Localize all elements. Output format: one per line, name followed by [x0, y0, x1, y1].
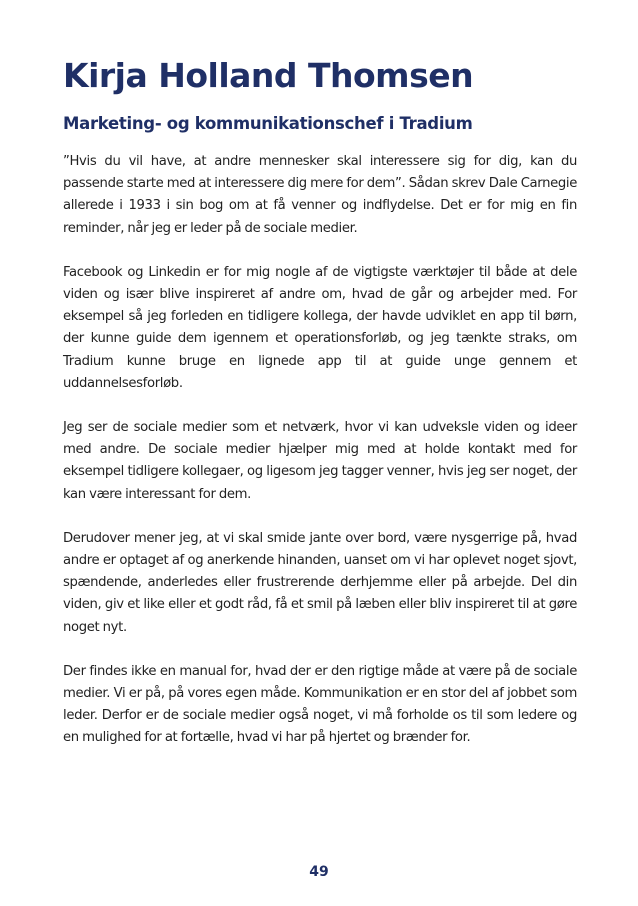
paragraph-1: ”Hvis du vil have, at andre mennesker skal interessere sig for dig, kan du passende starte med at interessere dig mere for dem”. Sådan skrev Dale Carnegie allerede i 1933 i sin bog om at få venner og indflydelse. Det er for mig en fin reminder, når jeg er leder på de sociale medier.: [63, 154, 577, 236]
paragraph-4: Derudover mener jeg, at vi skal smide jante over bord, være nysgerrige på, hvad andre er optaget af og anerkende hinanden, uanset om vi har oplevet noget sjovt, spændende, anderledes eller frustrerende derhjemme eller på arbejde. Del din viden, giv et like eller et godt råd, få et smil på læben eller bliv inspireret til at gøre noget nyt.: [63, 530, 577, 635]
page-title: Kirja Holland Thomsen: [63, 56, 474, 95]
paragraph-5: Der findes ikke en manual for, hvad der er den rigtige måde at være på de sociale medier. Vi er på, på vores egen måde. Kommunikation er en stor del af jobbet som leder. Derfor er de sociale medier også noget, vi må forholde os til som ledere og en mulighed for at fortælle, hvad vi har på hjertet og brænder for.: [63, 663, 577, 746]
page-number: 49: [309, 864, 329, 880]
paragraph-3: Jeg ser de sociale medier som et netværk, hvor vi kan udveksle viden og ideer med andre. De sociale medier hjælper mig med at holde kontakt med for eksempel tidligere kollegaer, og ligesom jeg tagger venner, hvis jeg ser noget, der kan være interessant for dem.: [63, 420, 577, 502]
page-content: [63, 56, 577, 772]
paragraph-2: Facebook og Linkedin er for mig nogle af de vigtigste værktøjer til både at dele viden og især blive inspireret af andre om, hvad de går og arbejder med. For eksempel så jeg forleden en tidligere kollega, der havde udviklet en app til børn, der kunne guide dem igennem et operationsforløb, og jeg tænkte straks, om Tradium kunne bruge en lignede app til at guide unge gennem et uddannelsesforløb.: [63, 264, 577, 391]
subtitle-role: Marketing- og kommunikationschef i Tradium: [63, 114, 473, 133]
article-body: [63, 151, 577, 750]
